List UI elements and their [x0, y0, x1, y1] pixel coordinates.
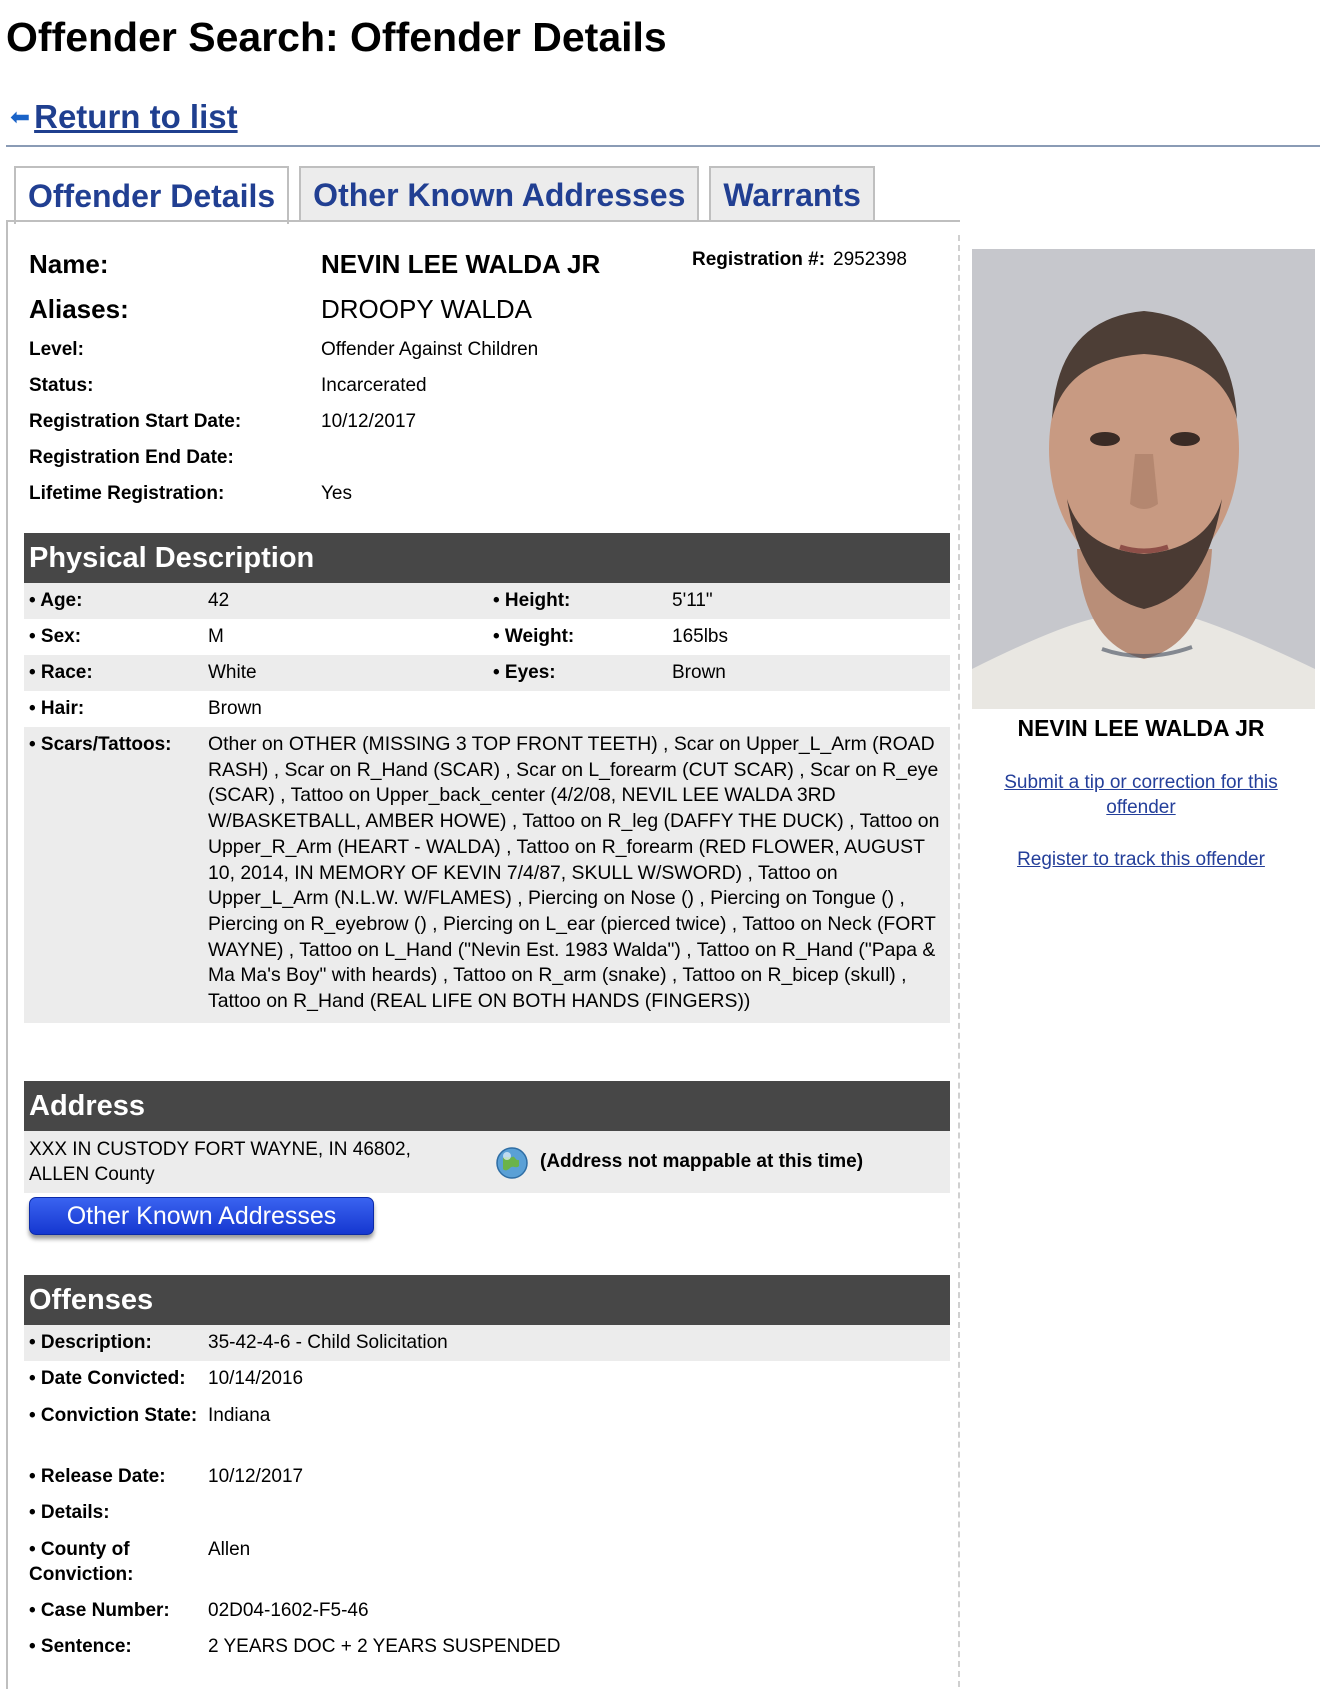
aliases-label: Aliases:: [29, 294, 129, 324]
reg-start-value: 10/12/2017: [321, 411, 417, 432]
age-value: 42: [208, 590, 230, 611]
registration-value: 2952398: [833, 249, 907, 270]
physical-description-header: Physical Description: [24, 533, 950, 583]
sidebar-offender-name: NEVIN LEE WALDA JR: [1017, 715, 1265, 741]
header-divider: [6, 145, 1320, 147]
description-label: • Description:: [29, 1332, 152, 1353]
offender-info: [29, 242, 949, 512]
conviction-state-value: Indiana: [208, 1405, 271, 1426]
offense-row: [24, 1459, 950, 1495]
offenses-header: Offenses: [24, 1275, 950, 1325]
lifetime-label: Lifetime Registration:: [29, 483, 225, 504]
sex-value: M: [208, 626, 224, 647]
tab-other-known-addresses[interactable]: Other Known Addresses: [299, 166, 699, 222]
race-value: White: [208, 662, 257, 683]
height-label: • Height:: [493, 590, 571, 611]
hair-value: Brown: [208, 698, 262, 719]
back-arrow-icon: ⬅: [10, 103, 31, 131]
date-convicted-label: • Date Convicted:: [29, 1368, 186, 1389]
sidebar: [958, 235, 1320, 1687]
register-track-link[interactable]: Register to track this offender: [1017, 849, 1265, 870]
tab-warrants[interactable]: Warrants: [709, 166, 875, 222]
age-label: • Age:: [29, 590, 83, 611]
release-date-label: • Release Date:: [29, 1466, 166, 1487]
physical-description-section: [24, 533, 950, 1023]
weight-label: • Weight:: [493, 626, 575, 647]
weight-value: 165lbs: [672, 626, 728, 647]
offense-row: [24, 1397, 950, 1459]
aliases-value: DROOPY WALDA: [321, 294, 532, 324]
reg-end-label: Registration End Date:: [29, 447, 234, 468]
map-note: (Address not mappable at this time): [540, 1151, 864, 1172]
offender-photo: [972, 249, 1315, 709]
offender-name: NEVIN LEE WALDA JR: [321, 249, 601, 279]
county-of-conviction-label: • County of Conviction:: [29, 1539, 134, 1585]
return-to-list-link[interactable]: Return to list: [34, 98, 238, 135]
submit-tip-link[interactable]: Submit a tip or correction for this offender: [1004, 772, 1278, 818]
status-label: Status:: [29, 375, 94, 396]
level-label: Level:: [29, 339, 84, 360]
address-line1: XXX IN CUSTODY FORT WAYNE, IN 46802,: [29, 1139, 411, 1160]
reg-start-label: Registration Start Date:: [29, 411, 242, 432]
page-title: Offender Search: Offender Details: [6, 14, 667, 60]
scars-label: • Scars/Tattoos:: [29, 734, 172, 755]
lifetime-value: Yes: [321, 483, 352, 504]
details-label: • Details:: [29, 1502, 110, 1523]
name-label: Name:: [29, 249, 109, 279]
sentence-value: 2 YEARS DOC + 2 YEARS SUSPENDED: [208, 1636, 561, 1657]
race-label: • Race:: [29, 662, 93, 683]
status-value: Incarcerated: [321, 375, 427, 396]
address-header: Address: [24, 1081, 950, 1131]
hair-label: • Hair:: [29, 698, 85, 719]
offenses-section: [24, 1275, 950, 1665]
offense-row: [24, 1593, 950, 1629]
offense-row: [24, 1629, 950, 1665]
address-section: [24, 1081, 950, 1193]
release-date-value: 10/12/2017: [208, 1466, 304, 1487]
registration-label: Registration #:: [692, 249, 826, 270]
eyes-value: Brown: [672, 662, 726, 683]
address-block: [24, 1137, 494, 1187]
offense-row: [24, 1495, 950, 1531]
county-of-conviction-value: Allen: [208, 1539, 251, 1560]
offense-row: [24, 1531, 950, 1593]
sex-label: • Sex:: [29, 626, 82, 647]
address-county: ALLEN County: [29, 1164, 155, 1185]
offense-row: [24, 1361, 950, 1397]
level-value: Offender Against Children: [321, 339, 539, 360]
scars-value: Other on OTHER (MISSING 3 TOP FRONT TEETH) , Scar on Upper_L_Arm (ROAD RASH) , Scar on R_Hand (SCAR) , Scar on L_forearm (CUT SCAR) , Scar on R_eye (SCAR) , Tattoo on Upper_back_center (4/2/08, NEVIL LEE WALDA 3RD W/BASKETBALL, AMBER HOWE) , Tattoo on R_leg (DAFFY THE DUCK) , Tattoo on Upper_R_Arm (HEART - WALDA) , Tattoo on R_forearm (RED FLOWER, AUGUST 10, 2014, IN MEMORY OF KEVIN 7/4/87, SKULL W/SWORD) , Tattoo on Upper_L_Arm (N.L.W. W/FLAMES) , Piercing on Nose () , Piercing on Tongue () , Piercing on R_eyebrow () , Piercing on L_ear (pierced twice) , Tattoo on Neck (FORT WAYNE) , Tattoo on L_Hand ("Nevin Est. 1983 Walda") , Tattoo on R_Hand ("Papa & Ma Ma's Boy" with heards) , Tattoo on R_arm (snake) , Tattoo on R_bicep (skull) , Tattoo on R_Hand (REAL LIFE ON BOTH HANDS (FINGERS)): [208, 733, 940, 1013]
return-to-list[interactable]: [10, 98, 238, 136]
offense-row: [24, 1325, 950, 1361]
height-value: 5'11": [672, 590, 713, 611]
eyes-label: • Eyes:: [493, 662, 556, 683]
case-number-value: 02D04-1602-F5-46: [208, 1600, 369, 1621]
tab-offender-details[interactable]: Offender Details: [14, 166, 289, 224]
globe-icon: [494, 1144, 530, 1180]
conviction-state-label: • Conviction State:: [29, 1405, 198, 1426]
tab-bar: [14, 166, 885, 224]
date-convicted-value: 10/14/2016: [208, 1368, 304, 1389]
registration-number: [692, 249, 907, 271]
other-known-addresses-button[interactable]: Other Known Addresses: [29, 1197, 374, 1235]
case-number-label: • Case Number:: [29, 1600, 170, 1621]
description-value: 35-42-4-6 - Child Solicitation: [208, 1332, 448, 1353]
sentence-label: • Sentence:: [29, 1636, 132, 1657]
